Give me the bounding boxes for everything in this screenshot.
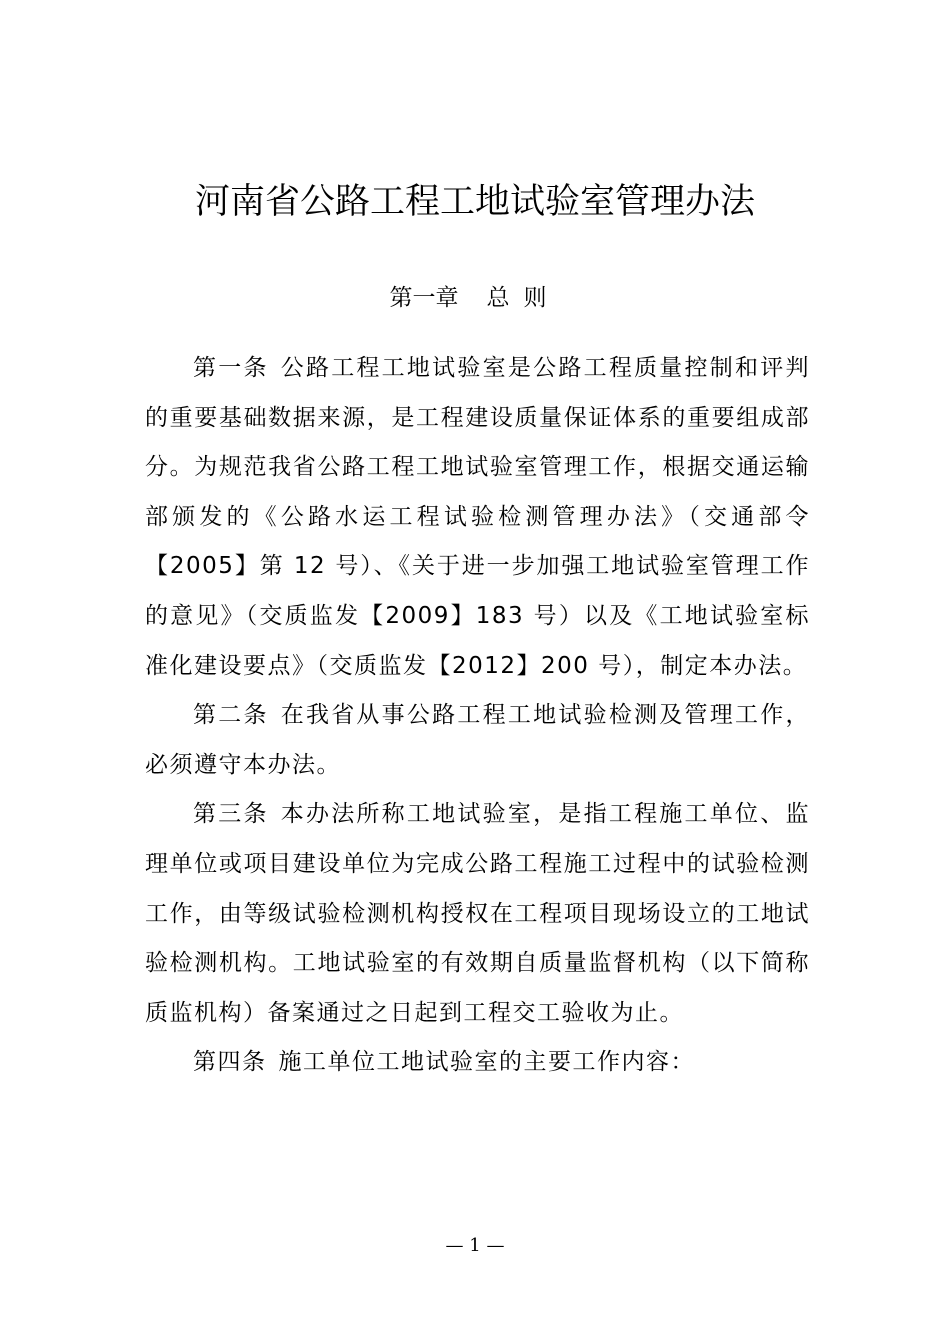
page-number: — 1 — [445,1235,505,1256]
article-number: 第四条 [193,1049,267,1076]
article-text: 在我省从事公路工程工地试验检测及管理工作，必须遵守本办法。 [145,702,811,778]
article-text: 施工单位工地试验室的主要工作内容： [278,1049,695,1076]
article-paragraph [145,691,810,790]
chapter-heading [0,278,950,318]
article-text: 本办法所称工地试验室，是指工程施工单位、监理单位或项目建设单位为完成公路工程施工过程中的试验检测工作，由等级试验检测机构授权在工程项目现场设立的工地试验检测机构。工地试验室的有效期自质量监督机构（以下简称质监机构）备案通过之日起到工程交工验收为止。 [145,801,811,1026]
chapter-name: 总则 [486,285,561,311]
document-body [145,344,810,1088]
article-number: 第一条 [193,355,269,381]
article-number: 第二条 [193,702,269,729]
article-number: 第三条 [193,801,269,828]
chapter-label: 第一章 [389,285,459,311]
article-paragraph [145,790,810,1038]
article-paragraph [145,1038,810,1088]
article-text: 公路工程工地试验室是公路工程质量控制和评判的重要基础数据来源，是工程建设质量保证体系的重要组成部分。为规范我省公路工程工地试验室管理工作，根据交通运输部颁发的《公路水运工程试验检测管理办法》（交通部令【2005】第 12 号）、《关于进一步加强工地试验室管理工作的意见》（交质监发【2009】183 号）以及《工地试验室标准化建设要点》（交质监发【2012】200 号），制定本办法。 [145,355,811,679]
document-title: 河南省公路工程工地试验室管理办法 [194,182,755,223]
article-paragraph [145,344,810,691]
